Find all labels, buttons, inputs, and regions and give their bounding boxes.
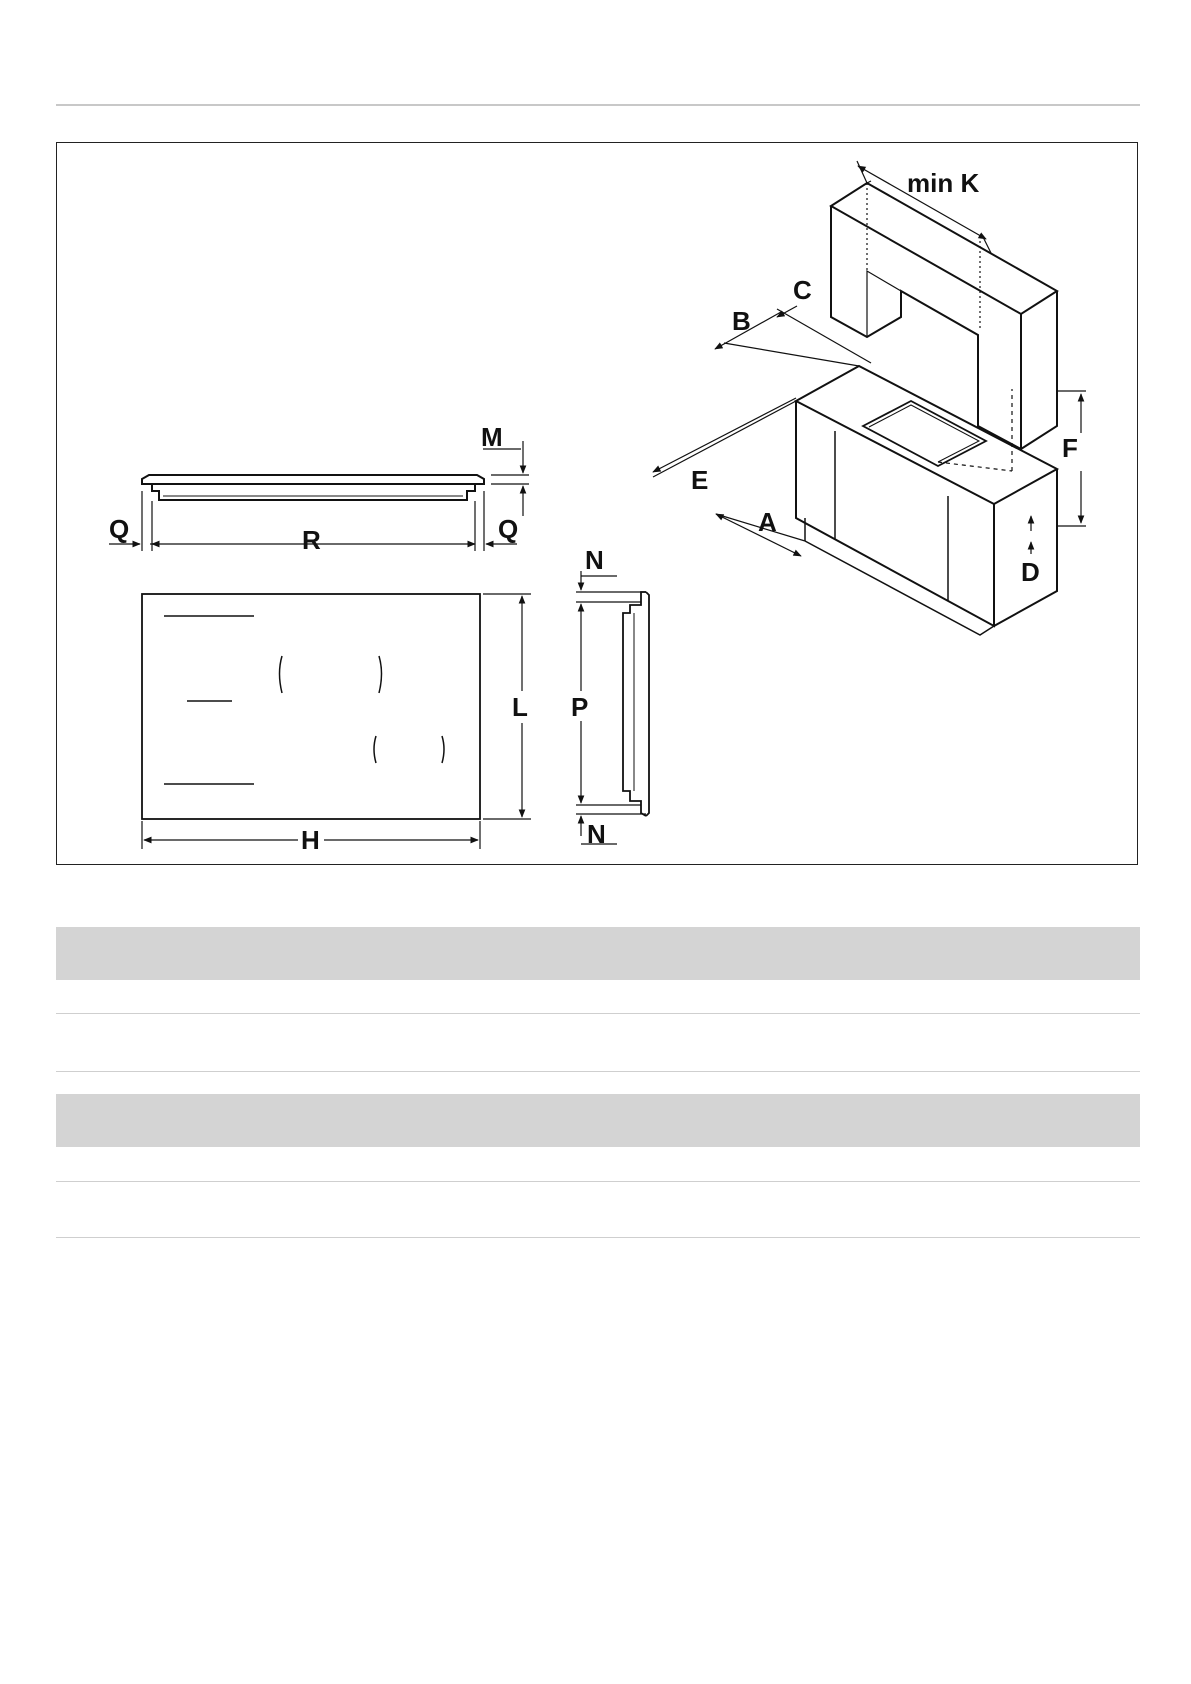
table-1-row <box>56 980 1140 1014</box>
label-p: P <box>571 692 589 722</box>
label-q-right: Q <box>498 514 519 544</box>
label-d: D <box>1021 557 1040 587</box>
label-r: R <box>302 525 321 555</box>
table-1-row <box>56 1014 1140 1072</box>
top-view-dimensions <box>142 594 531 849</box>
label-a: A <box>758 507 777 537</box>
label-n-bottom: N <box>587 819 606 849</box>
installation-diagram <box>56 142 1138 865</box>
counter-unit <box>796 366 1057 635</box>
label-b: B <box>732 306 751 336</box>
label-h: H <box>301 825 320 855</box>
label-l: L <box>512 692 528 722</box>
label-min-k: min K <box>907 168 980 198</box>
label-m: M <box>481 422 503 452</box>
top-rule <box>56 104 1140 106</box>
label-q-left: Q <box>109 514 130 544</box>
dimension-labels <box>109 168 1078 855</box>
table-2-row <box>56 1147 1140 1182</box>
cutout-profile <box>623 592 649 816</box>
label-e: E <box>691 465 709 495</box>
table-1-header <box>56 927 1140 980</box>
table-2-row <box>56 1182 1140 1238</box>
hob-side-profile <box>142 475 484 500</box>
label-f: F <box>1062 433 1078 463</box>
hob-top-view <box>142 594 480 819</box>
table-2-header <box>56 1094 1140 1147</box>
diagram-svg <box>57 143 1137 864</box>
label-c: C <box>793 275 812 305</box>
label-n-top: N <box>585 545 604 575</box>
